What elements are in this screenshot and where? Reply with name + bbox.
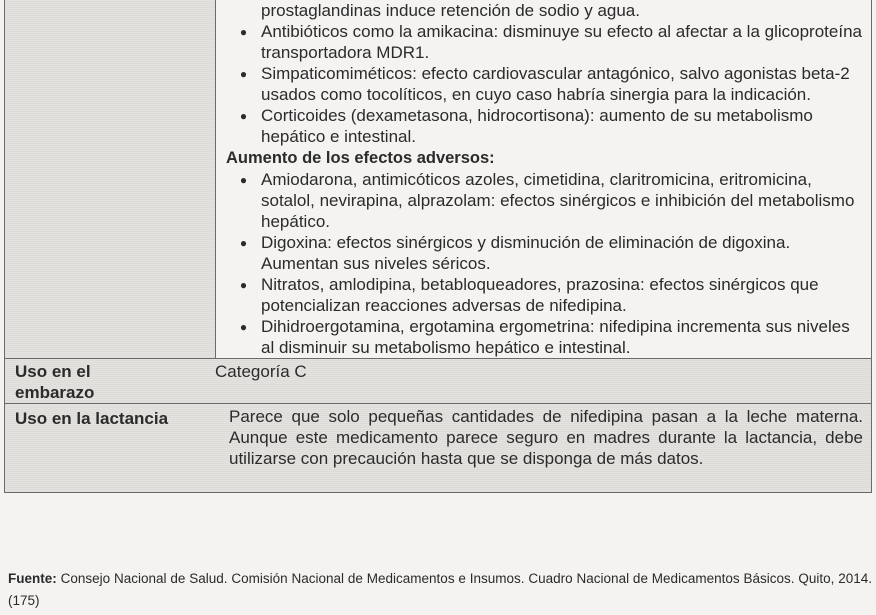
adverse-effects-heading: Aumento de los efectos adversos: [226,149,495,167]
bullet-icon: ● [239,236,248,250]
interactions-label-cell [5,0,216,358]
source-footer [8,568,872,612]
list-item-text: Digoxina: efectos sinérgicos y disminución de eliminación de digoxina. Aumentan sus niveles séricos. [261,233,791,273]
list-item-text: Corticoides (dexametasona, hidrocortisona): aumento de su metabolismo hepático e intestinal. [261,106,813,146]
continuation-line: prostaglandinas induce retención de sodio y agua. [261,1,640,20]
bullet-icon: ● [239,67,248,81]
drug-info-table [4,0,872,493]
lactation-row [5,403,871,492]
list-item [226,232,863,274]
list-item-text: Antibióticos como la amikacina: disminuye su efecto al afectar a la glicoproteína transportadora MDR1. [261,22,862,62]
list-item-text: Dihidroergotamina, ergotamina ergometrina: nifedipina incrementa sus niveles al disminuir su metabolismo hepático e intestinal. [261,317,850,357]
bullet-icon: ● [239,25,248,39]
interaction-list-2 [226,169,863,358]
bullet-icon: ● [239,278,248,292]
list-item-text: Nitratos, amlodipina, betabloqueadores, prazosina: efectos sinérgicos que potencializan reacciones adversas de nifedipina. [261,275,819,315]
lactation-label: Uso en la lactancia [15,409,169,428]
list-item [226,316,863,358]
list-item-text: Simpaticomiméticos: efecto cardiovascular antagónico, salvo agonistas beta-2 usados como tocolíticos, en cuyo caso habría sinergia para la indicación. [261,64,850,104]
interaction-list-1 [226,21,863,147]
bullet-icon: ● [239,173,248,187]
pregnancy-label: Uso en el embarazo [15,362,95,402]
list-item [226,63,863,105]
bullet-icon: ● [239,109,248,123]
pregnancy-value: Categoría C [215,362,307,381]
list-item [226,274,863,316]
lactation-value: Parece que solo pequeñas cantidades de nifedipina pasan a la leche materna. Aunque este medicamento parece seguro en madres durante la lactancia, debe utilizarse con precaución hasta que se disponga de más datos. [229,407,863,468]
list-item [226,105,863,147]
source-text: Consejo Nacional de Salud. Comisión Nacional de Medicamentos e Insumos. Cuadro Nacional de Medicamentos Básicos. Quito, 2014.(175) [8,571,872,608]
source-label: Fuente: [8,571,57,586]
list-item-text: Amiodarona, antimicóticos azoles, cimetidina, claritromicina, eritromicina, sotalol, nevirapina, alprazolam: efectos sinérgicos e inhibición del metabolismo hepático. [261,170,855,231]
pregnancy-row [5,358,871,403]
list-item [226,169,863,232]
interactions-row [5,0,871,358]
list-item [226,21,863,63]
interactions-content-cell [216,0,871,358]
bullet-icon: ● [239,320,248,334]
